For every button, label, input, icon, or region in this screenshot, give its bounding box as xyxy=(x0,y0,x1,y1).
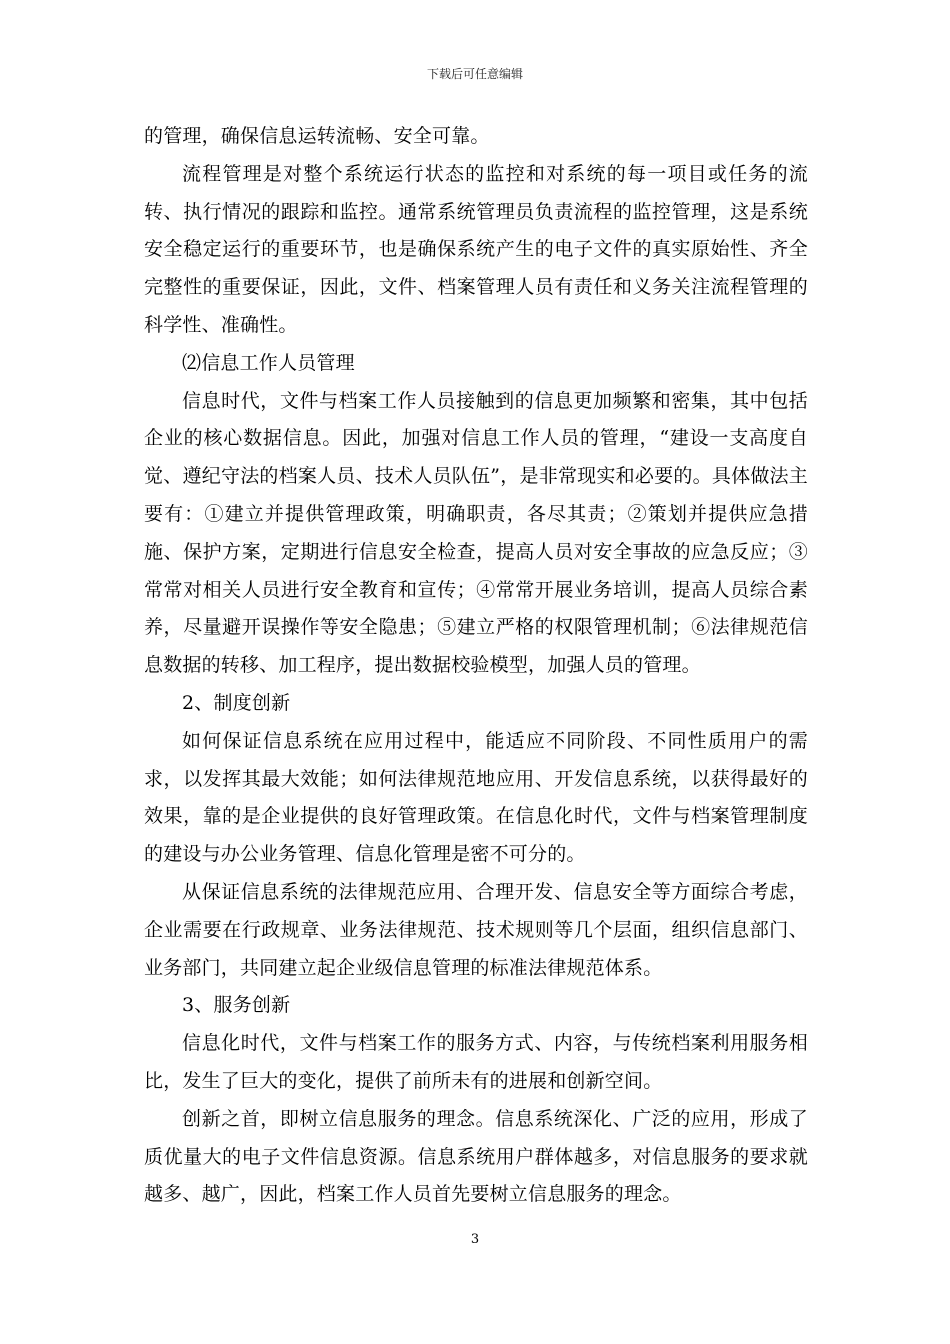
paragraph: 信息时代，文件与档案工作人员接触到的信息更加频繁和密集，其中包括企业的核心数据信息。因此，加强对信息工作人员的管理，“建设一支高度自觉、遵纪守法的档案人员、技术人员队伍”，是非常现实和必要的。具体做法主要有：①建立并提供管理政策，明确职责，各尽其责；②策划并提供应急措施、保护方案，定期进行信息安全检查，提高人员对安全事故的应急反应；③常常对相关人员进行安全教育和宣传；④常常开展业务培训，提高人员综合素养，尽量避开误操作等安全隐患；⑤建立严格的权限管理机制；⑥法律规范信息数据的转移、加工程序，提出数据校验模型，加强人员的管理。 xyxy=(144,389,808,677)
paragraph: 如何保证信息系统在应用过程中，能适应不同阶段、不同性质用户的需求，以发挥其最大效能；如何法律规范地应用、开发信息系统，以获得最好的效果，靠的是企业提供的良好管理政策。在信息化时代，文件与档案管理制度的建设与办公业务管理、信息化管理是密不可分的。 xyxy=(144,729,808,866)
section-heading: ⑵信息工作人员管理 xyxy=(182,351,355,374)
document-body xyxy=(144,118,808,1214)
paragraph: 信息化时代，文件与档案工作的服务方式、内容，与传统档案利用服务相比，发生了巨大的变化，提供了前所未有的进展和创新空间。 xyxy=(144,1032,808,1092)
paragraph: 创新之首，即树立信息服务的理念。信息系统深化、广泛的应用，形成了质优量大的电子文件信息资源。信息系统用户群体越多，对信息服务的要求就越多、越广，因此，档案工作人员首先要树立信息服务的理念。 xyxy=(144,1107,808,1206)
page-number: 3 xyxy=(470,1232,480,1247)
page-header: 下载后可任意编辑 xyxy=(426,67,523,81)
paragraph: 从保证信息系统的法律规范应用、合理开发、信息安全等方面综合考虑，企业需要在行政规章、业务法律规范、技术规则等几个层面，组织信息部门、业务部门，共同建立起企业级信息管理的标准法律规范体系。 xyxy=(144,880,808,979)
paragraph: 的管理，确保信息运转流畅、安全可靠。 xyxy=(144,125,490,147)
paragraph: 流程管理是对整个系统运行状态的监控和对系统的每一项目或任务的流转、执行情况的跟踪和监控。通常系统管理员负责流程的监控管理，这是系统安全稳定运行的重要环节，也是确保系统产生的电子文件的真实原始性、齐全完整性的重要保证，因此，文件、档案管理人员有责任和义务关注流程管理的科学性、准确性。 xyxy=(144,162,808,336)
section-heading: 3、服务创新 xyxy=(182,994,291,1017)
section-heading: 2、制度创新 xyxy=(182,691,291,714)
